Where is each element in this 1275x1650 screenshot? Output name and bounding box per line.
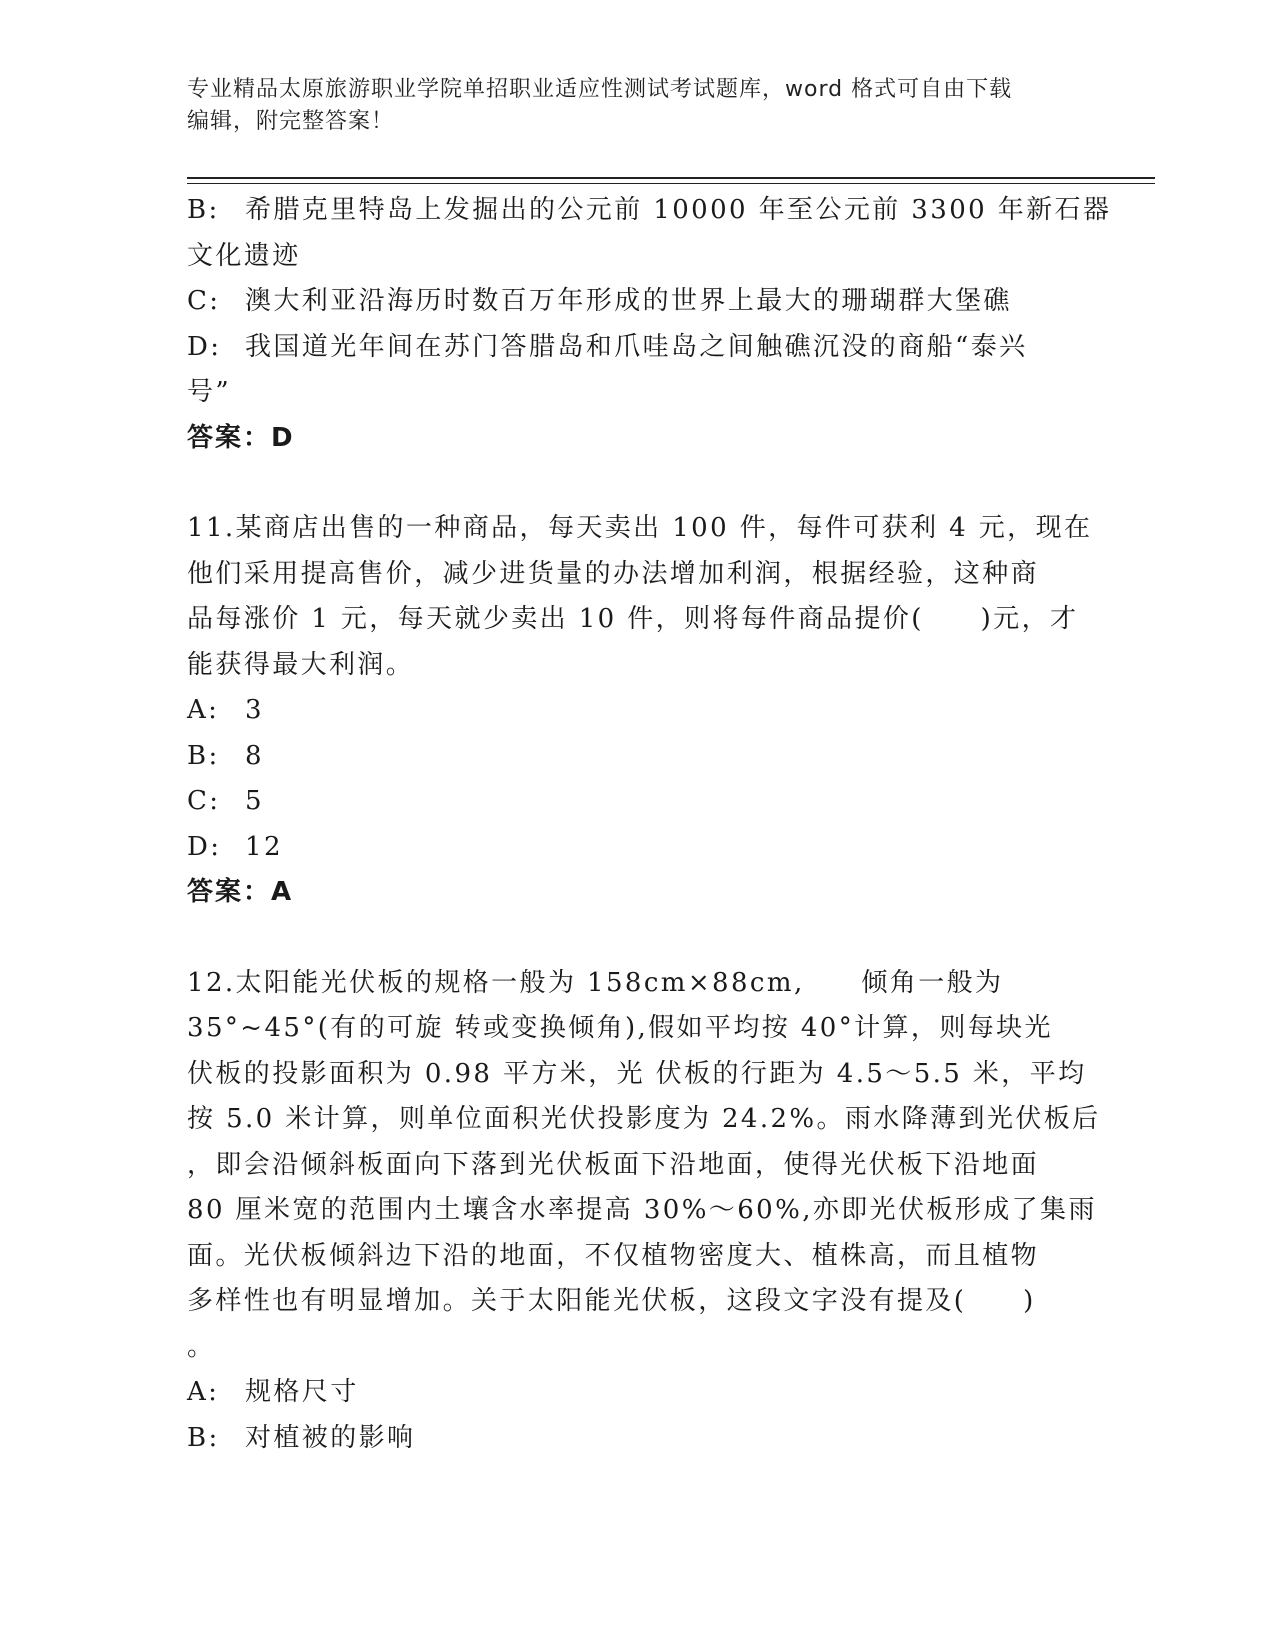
option-a xyxy=(187,1370,1087,1416)
header-line-1: 专业精品太原旅游职业学院单招职业适应性测试考试题库，word 格式可自由下载 xyxy=(187,77,1013,102)
answer: 答案：D xyxy=(187,422,295,453)
option-c xyxy=(187,779,1087,825)
option-text: 12 xyxy=(245,831,283,862)
option-label: A: xyxy=(187,1377,220,1407)
option-label: D: xyxy=(187,831,222,862)
question-stem: 多样性也有明显增加。关于太阳能光伏板，这段文字没有提及( ) xyxy=(187,1286,1036,1316)
option-text: 规格尺寸 xyxy=(245,1377,359,1407)
option-c xyxy=(187,279,1087,325)
page-header xyxy=(187,74,1067,138)
question-stem: 35°~45°(有的可旋 转或变换倾角),假如平均按 40°计算，则每块光 xyxy=(187,1013,1053,1043)
question-stem: 。 xyxy=(187,1331,216,1362)
question-stem: 他们采用提高售价，减少进货量的办法增加利润，根据经验，这种商 xyxy=(187,558,1040,589)
option-text: 3 xyxy=(245,695,264,725)
option-text: 8 xyxy=(245,740,264,771)
option-label: C: xyxy=(187,786,221,816)
option-label: B: xyxy=(187,1422,220,1453)
question-stem: 11.某商店出售的一种商品，每天卖出 100 件，每件可获利 4 元，现在 xyxy=(187,513,1093,543)
question-12 xyxy=(187,961,1101,1462)
option-d-continued: 号” xyxy=(187,377,232,407)
question-stem: ，即会沿倾斜板面向下落到光伏板面下沿地面，使得光伏板下沿地面 xyxy=(187,1149,1040,1180)
option-text: 澳大利亚沿海历时数百万年形成的世界上最大的珊瑚群大堡礁 xyxy=(245,286,1012,316)
question-stem: 品每涨价 1 元，每天就少卖出 10 件，则将每件商品提价( )元，才 xyxy=(187,604,1079,634)
option-label: A: xyxy=(187,695,220,725)
option-b xyxy=(187,734,1087,780)
header-divider-thin xyxy=(187,183,1155,184)
question-stem: 伏板的投影面积为 0.98 平方米，光 伏板的行距为 4.5～5.5 米，平均 xyxy=(187,1058,1087,1089)
question-stem: 80 厘米宽的范围内土壤含水率提高 30%～60%,亦即光伏板形成了集雨 xyxy=(187,1195,1097,1225)
option-text: 希腊克里特岛上发掘出的公元前 10000 年至公元前 3300 年新石器 xyxy=(245,195,1112,225)
option-b xyxy=(187,188,1112,234)
option-d xyxy=(187,825,1087,871)
question-content xyxy=(187,188,1112,1461)
option-b xyxy=(187,1416,1087,1462)
spacer xyxy=(187,461,1087,506)
question-11 xyxy=(187,506,1093,916)
option-b-continued: 文化遗迹 xyxy=(187,240,301,271)
option-label: D: xyxy=(187,331,222,362)
answer: 答案：A xyxy=(187,877,294,907)
option-text: 我国道光年间在苏门答腊岛和爪哇岛之间触礁沉没的商船“泰兴 xyxy=(245,331,1028,362)
option-a xyxy=(187,688,1087,734)
option-text: 5 xyxy=(245,786,264,816)
question-stem: 能获得最大利润。 xyxy=(187,649,415,680)
header-line-2: 编辑，附完整答案！ xyxy=(187,109,395,134)
spacer xyxy=(187,916,1087,961)
option-d xyxy=(187,325,1087,371)
question-10 xyxy=(187,188,1112,461)
question-stem: 12.太阳能光伏板的规格一般为 158cm×88cm, 倾角一般为 xyxy=(187,967,1004,998)
header-divider-thick xyxy=(187,177,1155,179)
option-label: C: xyxy=(187,286,221,316)
question-stem: 按 5.0 米计算，则单位面积光伏投影度为 24.2%。雨水降薄到光伏板后 xyxy=(187,1104,1101,1134)
option-label: B: xyxy=(187,195,220,225)
option-label: B: xyxy=(187,740,220,771)
option-text: 对植被的影响 xyxy=(245,1422,416,1453)
question-stem: 面。光伏板倾斜边下沿的地面，不仅植物密度大、植株高，而且植物 xyxy=(187,1240,1040,1271)
